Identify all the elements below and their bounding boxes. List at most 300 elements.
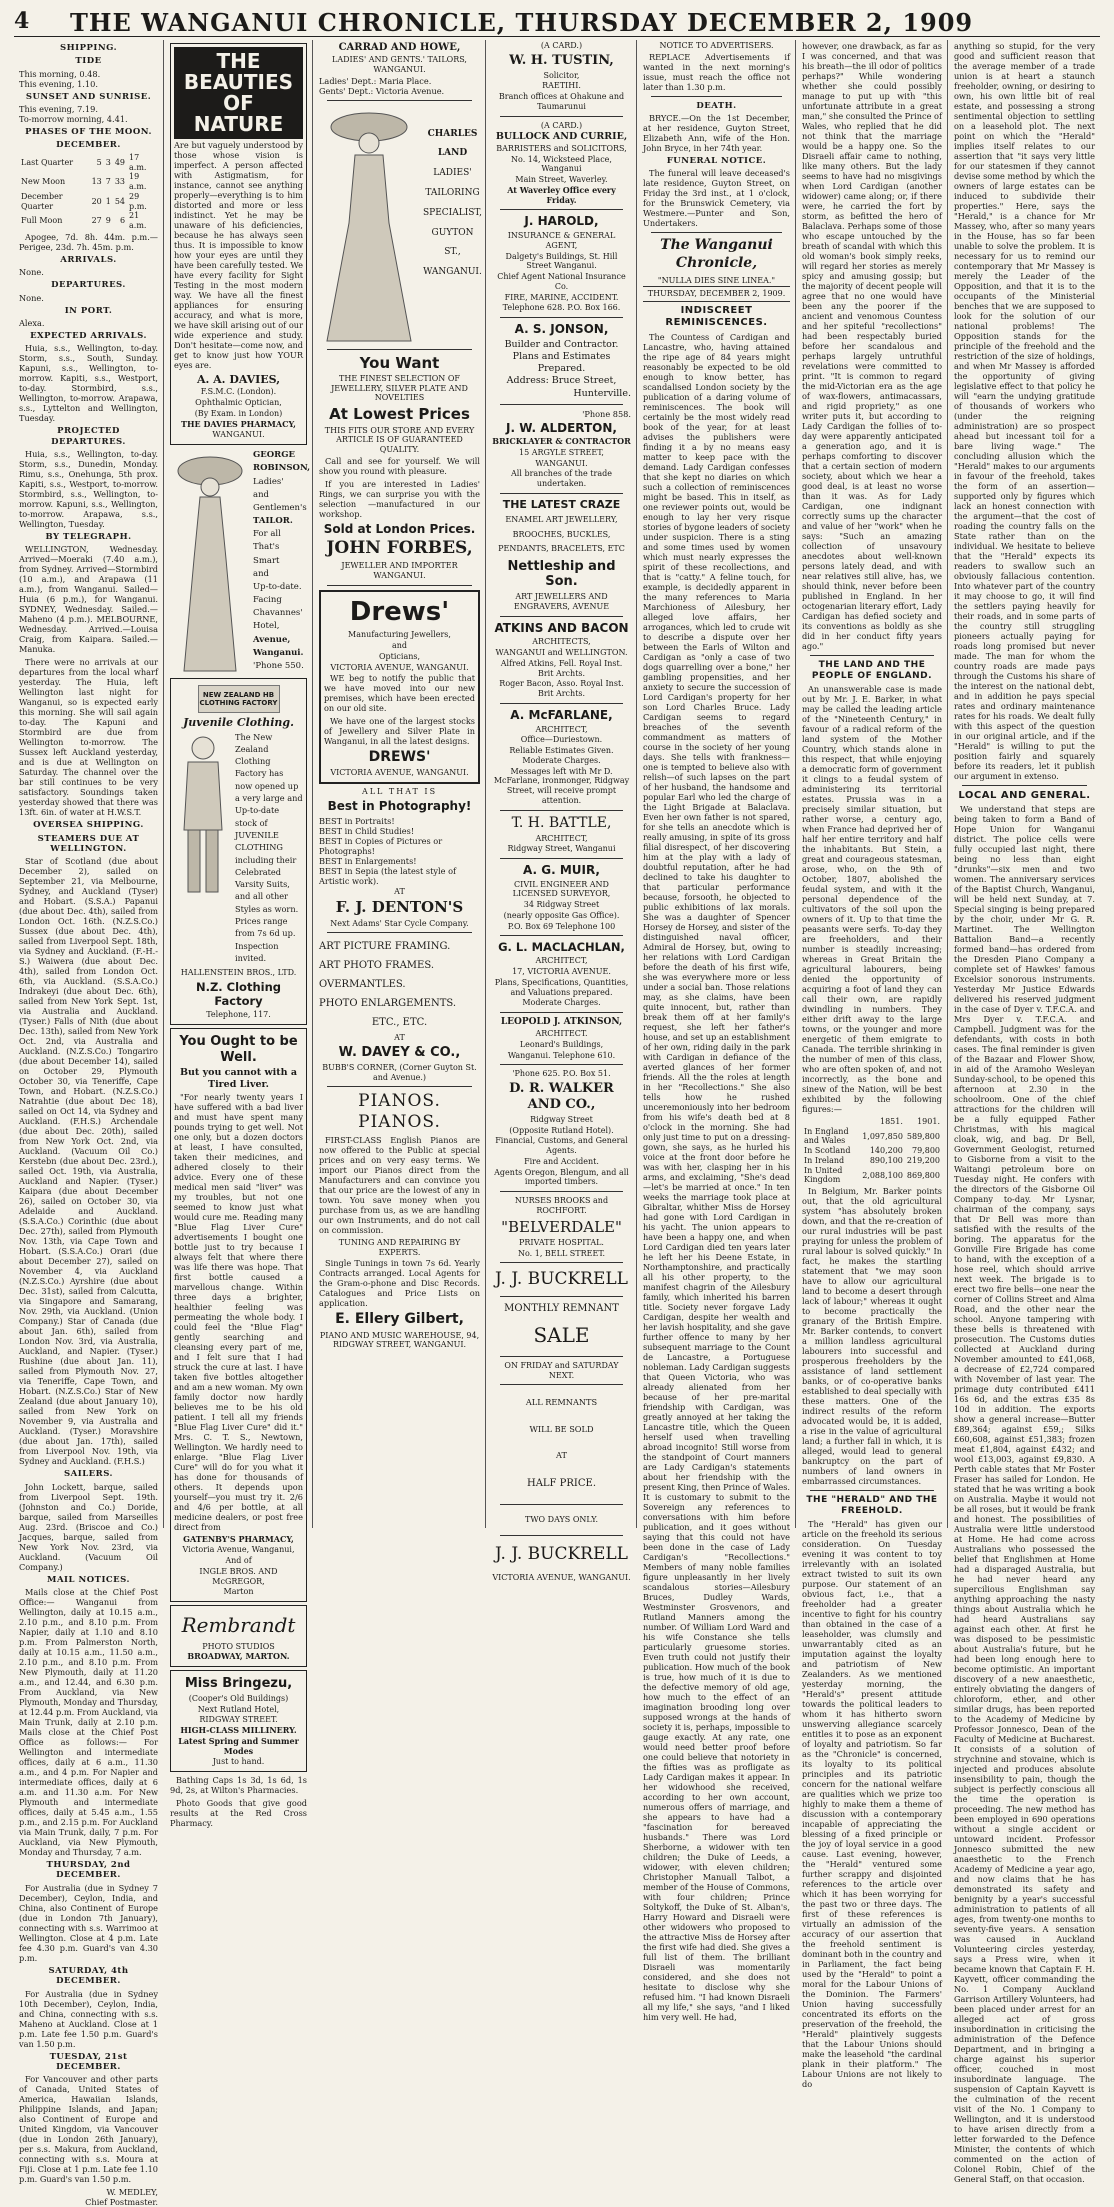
maclachlan-line: ARCHITECT, <box>535 956 588 966</box>
moon-hour: 3 <box>105 157 111 167</box>
ad-charles-land <box>319 105 480 345</box>
table-cell: 219,200 <box>906 1155 940 1165</box>
charles-line: LAND <box>437 148 468 159</box>
ad-rembrandt <box>170 1605 307 1667</box>
divider <box>651 96 782 97</box>
divider <box>327 932 472 933</box>
forbes-sub: JEWELLER AND IMPORTER WANGANUI. <box>341 561 458 580</box>
divider <box>500 858 623 859</box>
column-shipping <box>14 40 164 2207</box>
gatenby-addr: Victoria Avenue, Wanganui, <box>182 1545 295 1555</box>
divider <box>500 1191 623 1192</box>
divider <box>500 810 623 811</box>
walker-name: D. R. WALKER AND CO., <box>509 1081 614 1113</box>
divider <box>500 1535 623 1536</box>
hb-logo: NEW ZEALAND HB CLOTHING FACTORY <box>198 685 280 713</box>
divider <box>500 1064 623 1065</box>
battle-line: ARCHITECT, <box>535 833 588 843</box>
notice-text: REPLACE Advertisements if wanted in the next morning's issue, must reach the office not later than 1.30 p.m. <box>643 51 790 92</box>
walker-line: Ridgway Street <box>530 1114 593 1124</box>
atkins-line: Alfred Atkins, Fell. Royal Inst. Brit Archts. <box>500 658 623 678</box>
youwant-heading: You Want <box>359 353 440 372</box>
best-line: BEST in Portraits! <box>319 815 395 826</box>
battle-name: T. H. BATTLE, <box>511 814 612 831</box>
charles-line: CHARLES <box>427 128 478 139</box>
gatenby-and: And of <box>225 1556 252 1566</box>
nettleship-name: Nettleship and Son. <box>507 558 616 590</box>
walker-line: Financial, Customs, and General Agents. <box>495 1136 628 1156</box>
robinson-line: That's <box>253 542 280 553</box>
inport-text: Alexa. <box>19 317 45 328</box>
charles-line: TAILORING <box>425 188 480 199</box>
table-cell: 2,088,100 <box>862 1170 903 1180</box>
walker-line: Fire and Accident. <box>524 1156 599 1166</box>
table-row <box>802 1117 942 1127</box>
robinson-line: Smart <box>253 555 280 566</box>
moon-min: 54 <box>114 196 126 206</box>
tuning-text: Single Tunings in town 7s 6d. Yearly Contracts arranged. Local Agents for the Gram-o-phone and Disc Records. Catalogues and Price Lists on application. <box>319 1258 480 1309</box>
divider <box>500 493 623 494</box>
mcfarlane-line: Office—Duriestown. <box>520 735 603 745</box>
ingle-town: Marton <box>223 1587 254 1597</box>
table-cell: 890,100 <box>869 1155 903 1165</box>
robinson-line: Wanganui. <box>253 647 304 658</box>
bullock-line: BARRISTERS and SOLICITORS, <box>496 143 627 153</box>
funeral-heading: FUNERAL NOTICE. <box>666 156 767 167</box>
pianos-heading: PIANOS. PIANOS. <box>358 1091 441 1133</box>
belverdale-line: PRIVATE HOSPITAL. <box>519 1237 604 1247</box>
charles-line: LADIES' <box>433 168 472 179</box>
remnants-line: ALL REMNANTS <box>525 1397 598 1408</box>
bullock-line: No. 14, Wicksteed Place, Wanganui <box>511 154 612 174</box>
alderton-line: 15 ARGYLE STREET, <box>519 447 604 457</box>
rembrandt-sub: PHOTO STUDIOS <box>202 1641 275 1651</box>
tustin-line: Branch offices at Ohakune and Taumarunui <box>498 92 625 111</box>
drews-address: VICTORIA AVENUE, WANGANUI. <box>330 768 469 778</box>
divider <box>500 116 623 117</box>
tide-line: This morning, 0.48. <box>19 68 101 79</box>
robinson-text <box>253 449 310 674</box>
expected-heading: EXPECTED ARRIVALS. <box>30 330 147 341</box>
harold-name: J. HAROLD, <box>524 214 599 229</box>
beauties-text: Are but vaguely understood by those whose vision is imperfect. A person affected with Astigmatism, for instance, cannot see anything properly—everything is to him distorted and more or less indistinct. Yet he may be unaware of his deficiencies, because he has always seen thus. It is impossible to know how your eyes are until they have been carefully tested. We have every facility for Sight Testing in the most modern way. We have all the finest appliances for ensuring accuracy, and what is more, we have skill arising out of our wide experience and study. Don't hesitate—come now, and get to know just how YOUR eyes are. <box>174 140 303 370</box>
beauties-banner <box>174 47 303 139</box>
divider <box>500 209 623 210</box>
moon-hour: 7 <box>105 177 111 187</box>
indiscreet-body-cont: however, one drawback, as far as I was concerned, and that was his breath—the ill odor of politics perhaps?" While wondering whether she could possibly manage to put up with "this unfortunate attribute in a great man," she consulted the Prince of Wales, who replied that he did not think that the marriage would be a happy one. So the Disraeli affair came to nothing, like many others. But the lady seems to have had no misgivings when Lord Cardigan (another widower) came along; or, if there were, he carried the fort by storm, as befitted the hero of Balaclava. Perhaps some of those who escape untouched by the breath of scandal with which this old woman's book simply reeks, will regard her stories as merely spicy and amusing gossip; but the majority of decent people will agree that no one would have been any the poorer if the ancient and venomous Countess and her spiteful "recollections" had been respectably buried before her scandalous and perhaps largely untruthful revelations were committed to print. "It is common to regard the mid-Victorian era as the age of wax-flowers, antimacassars, and rigid propriety," as one writer puts it, but according to Lady Cardigan the follies of to-day were apparently anticipated a generation ago, and it is perhaps comforting to discover that a certain section of modern society, about which we hear a good deal, is at least no worse than it was. As for Lady Cardigan, one indignant correctly sums up the character and value of her "work" when he says: "Such an amazing collection of unsavoury anecdotes about well-known persons lately dead, and with near relatives still alive, has, we should think, never before been published in England. In her octogenarian literary effort, Lady Cardigan has defied society and its conventions as boldly as she did in her conduct fifty years ago." <box>802 41 942 651</box>
moon-min: 49 <box>114 157 126 167</box>
carrad-name: CARRAD AND HOWE, <box>338 42 461 53</box>
divider <box>327 1086 472 1087</box>
jonson-line: Builder and Contractor. <box>504 338 619 350</box>
projected-text: Huia, s.s., Wellington, to-day. Storm, s.s., Dunedin, Monday. Rimu, s.s., Onehunga, 5th prox. Kapiti, s.s., Westport, to-morrow. Stormbird, s.s., Wellington, to-morrow. Kapuni, s.s., Wellington, to-morrow. Arapawa, s.s., Wellington, Tuesday. <box>19 448 158 529</box>
denton-name: F. J. DENTON'S <box>335 898 464 917</box>
robinson-line: Chavannes' <box>253 608 303 619</box>
ought-heading: You Ought to be Well. <box>179 1033 298 1065</box>
table-cell: 140,200 <box>869 1146 903 1156</box>
sun-line: This evening, 7.19. <box>19 104 98 115</box>
arrivals-text: None. <box>19 267 44 278</box>
moon-min: 33 <box>114 177 126 187</box>
charles-text <box>423 105 482 345</box>
page-number: 4 <box>14 8 30 34</box>
belverdale-line: No. 1, BELL STREET. <box>517 1248 606 1258</box>
moon-note: Apogee, 7d. 8h. 44m. p.m.—Perigee, 23d. 7h. 45m. p.m. <box>19 231 158 252</box>
divider <box>810 1490 934 1491</box>
sun-heading: SUNSET AND SUNRISE. <box>25 91 152 102</box>
bringezu-name: Miss Bringezu, <box>184 1676 293 1691</box>
belverdale-name: "BELVERDALE" <box>501 1217 622 1236</box>
davey-sub: BUBB'S CORNER, (Corner Guyton St. and Avenue.) <box>322 1062 477 1082</box>
robinson-line: Gentlemen's <box>253 502 307 513</box>
forbes-name: JOHN FORBES, <box>326 538 473 559</box>
divider <box>500 1296 623 1297</box>
hallenstein: HALLENSTEIN BROS., LTD. <box>180 968 297 978</box>
death-text: BRYCE.—On the 1st December, at her residence, Guyton Street, Elizabeth Ann, wife of the Hon. John Bryce, in her 74th year. <box>643 113 790 154</box>
divider <box>327 349 472 350</box>
juvenile-body <box>174 730 303 968</box>
herald-text: The "Herald" has given our article on the freehold its serious consideration. On Tuesday evening it was content to toy irrelevantly with an isolated extract twisted to suit its own purpose. Our statement of an obvious fact, i.e., that a freeholder had a greater incentive to fight for his country than obtained in the case of a leaseholder, was clumsily and unwarrantably cited as an imputation against the loyalty and patriotism of New Zealanders. As we mentioned yesterday morning, the "Herald's" present attitude towards the political leaders to whom it has hitherto sworn unswerving allegiance scarcely entitles it to pose as an exponent of loyalty and patriotism. So far as the "Chronicle" is concerned, its loyalty to its political principles and its patriotic concern for the national welfare are qualities which we prize too highly to make them a theme of discussion with a contemporary incapable of appreciating the blessing of a fixed principle or the joy of loyal service in a good cause. Last evening, however, the "Herald" ventured some further scrappy and disjointed references to the article over which it has been worrying for the past two or three days. The first of these references is virtually an admission of the accuracy of our assertion that the freehold sentiment is dominant both in the country and in Parliament, the fact being used by the "Herald" to point a moral for the Labour Unions of the Dominion. The Farmers' Union having successfully concentrated its efforts on the preservation of the freehold, the "Herald" plaintively suggests that the Labour Unions should make the leasehold "the cardinal plank in their platform." The Labour Unions are not likely to do <box>802 1519 942 2090</box>
table-row <box>802 1156 942 1166</box>
robinson-line: TAILOR. <box>253 516 293 527</box>
ad-nz-clothing <box>170 678 307 1025</box>
buckrell-name-2: J. J. BUCKRELL <box>495 1543 628 1564</box>
divider <box>500 317 623 318</box>
shipping-heading: SHIPPING. <box>59 43 118 53</box>
friday-note: ON FRIDAY and SATURDAY NEXT. <box>504 1360 619 1380</box>
muir-name: A. G. MUIR, <box>522 863 600 878</box>
rembrandt-address: BROADWAY, MARTON. <box>187 1651 290 1662</box>
indiscreet-body: The Countess of Cardigan and Lancastre, who, having attained the ripe age of 84 years might reasonably be expected to be old enough to know better, has scandalised London society by the publication of a daring volume of reminiscences. The book will certainly be the most widely read book of the year, for at least advises the publishers were finding it a by no means easy matter to keep pace with the demand. Lady Cardigan confesses that she kept no diaries on which such a collection of reminiscences might be based. This in itself, as one reviewer points out, would be enough to lay her very risque stories of bygone leaders of society under suspicion. There is a sting and some times used by women which must nearly expresses the spirit of these recollections, and that is "catty." A feline touch, for example, is decidedly apparent in the many references to Maria Marchioness of Ailesbury, her alleged love affairs, her arrogances, which led to crude wit to describe a dispute over her between the Earls of Wilton and Cardigan as "only a case of two dogs quarrelling over a bone," her gambling propensities, and her anxiety to secure the succession of Lord Cardigan's property for her son Lord Charles Bruce. Lady Cardigan seems to regard breaches of the seventh commandment as matters of course in the society of her young days. She tells with frankness—one is tempted to believe also with relish—of such lapses on the part of her husband, the handsome and popular Earl who led the charge of the Light Brigade at Balaclava. Even her own father is not spared, for she tells an anecdote which is really amusing, in spite of its gross filial disrespect, of her discovering him at the play with a lady of doubtful reputation, after he had declined to take his daughter to that particular performance because, forsooth, he objected to public exhibitions of lax morals. She was a daughter of Spencer Horsey de Horsey, and sister of the distinguished naval officer, Admiral de Horsey, but, owing to her relations with Lord Cardigan before the death of his first wife, she was everywhere more or less under a social ban. Those relations may, as she claims, have been quite innocent, but, rather than break them off at her family's request, she left her father's house, and set up an establishment of her own, riding daily in the park with Cardigan in defiance of the averted glances of her former friends. All the the roles at length in her "Recollections." She also tells how he rushed unceremoniously into her bedroom from his wife's death bed at 8 o'clock in the morning. She had only just time to put on a dressing-gown, she says, as he hurled his voice at the front door before he was with her, clasping her in his arms, and exclaiming, "She's dead—let's be married at once." In ten weeks the marriage took place at Gibraltar, whither Miss de Horsey had gone with Lord Cardigan in his yacht. The union appears to have been a happy one, and when Lord Cardigan died ten years later he left her his Deene Estate, in Northamptonshire, and practically all his other property, to the manifest chagrin of the Ailesbury family, which inherited his barren title. Society never forgave Lady Cardigan, despite her wealth and her lavish hospitality, and she gave further offence to many by her subsequent marriage to the Count de Lancastre, a Portuguese nobleman. Lady Cardigan suggests that Queen Victoria, who was already alienated from her because of her pre-marital friendship with Cardigan, was greatly annoyed at her taking the Lancastre title, which the Queen herself used when travelling abroad incognito! Still worse from the standpoint of Court manners are Lady Cardigan's statements about her friendship with the present King, then Prince of Wales. It is customary to submit to the Sovereign any references to conversations with him before publication, and it goes without saying that this could not have been done in the case of Lady Cardigan's "Recollections." Members of many noble families figure unpleasantly in her lively scandalous stories—Ailesbury Bruces, Dudley Wards, Westminster Grosvenors, and Rutland Manners among the number. Of William Lord Ward and his wife Constance she tells particularly gruesome stories. Even truth could not justify their publication. How much of the book is true, how much of it is due to the defective memory of old age, how much to the effect of an imagination brooding long over supposed wrongs at the hands of society it is, perhaps, impossible to gauge exactly. At any rate, one would need better proof before one could believe that notoriety in the fifties was as profligate as Lady Cardigan makes it appear. In her widowhood she received, according to her own account, numerous offers of marriage, and she appears to have had a "fascination for bereaved husbands." There was Lord Sherborne, a widower with ten children; the Duke of Leeds, a widower, with eleven children; Christopher Manuall Talbot, a member of the House of Commons, with four children; Prince Soltykoff, the Duke of St. Alban's, Harry Howard and Disraeli were other widowers who proposed to the attractive Miss de Horsey after the first wife had died. She gives a full list of them. The brilliant Disraeli was momentarily considered, and she does not hesitate to disclose why she refused him. "I had known Disraeli all my life," she says, "and I liked him very well. He had, <box>643 331 790 2022</box>
divider <box>327 585 472 586</box>
overseas-text: Star of Scotland (due about December 2), sailed on September 21, via Melbourne, Sydney, and Auckland (Tyser) and Hobart. (S.S.A.) Papanui (due about Dec. 4th), sailed from London Oct. 16th. (N.Z.S.Co.) Sussex (due about Dec. 4th), sailed from Liverpool Sept. 18th, via Sydney and Auckland. (F.-H.-S.) Waiwera (due about Dec. 4th), sailed from London Oct. 6th, via Auckland. (S.S.A.Co.) Indrakeyi (due about Dec. 6th), sailed from New York Sept. 1st, via Australia and Auckland. (Tyser.) Falls of Nith (due about Dec. 13th), sailed from New York Oct. 2nd, via Australia and Auckland. (N.Z.S.Co.) Tongariro (due about December 14), sailed on October 29, Plymouth October 30, via Teneriffe, Cape Town, and Hobart. (N.Z.S.Co.) Natrahtie (due about Dec 18), sailed on Oct 14, via Sydney and Auckland. (F.H.S.) Archendale (due about Dec. 20th), sailed from New York Oct. 2nd, via Auckland. (Vacuum Oil Co.) Kerstebn (due about Dec. 23rd.), sailed Oct. 19th, via Australia, Auckland and Napier. (Tyser.) Kaipara (due about December 26), sailed on October 30, via Adelaide and Auckland. (S.S.A.Co.) Corinthic (due about Dec. 27th), sailed from Plymouth Nov. 13th, via Cape Town and Hobart. (S.S.A.Co.) Orari (due about December 27), sailed on November 4, via Auckland (N.Z.S.Co.) Ayrshire (due about Dec. 31st), sailed from Calcutta, via Singapore and Samarang, Nov. 29th, via Auckland. (Union Company.) Star of Canada (due about Jan. 6th), sailed from London Nov. 3rd, via Australia, Auckland, and Napier. (Tyser.) Rushine (due about Jan. 11), sailed from Plymouth Nov. 27, via Teneriffe, Cape Town, and Hobart. (N.Z.S.Co.) Star of New Zealand (due about January 10), sailed from New York on November 9, via Australia and Auckland. (Tyser.) Moravshire (due about Jan. 17th), sailed from Liverpool Nov. 19th, via Sydney and Auckland. (F.H.S.) <box>19 856 158 1467</box>
overseas-heading: OVERSEA SHIPPING. <box>33 820 144 831</box>
boy-figure-icon <box>174 730 232 900</box>
allthat: ALL THAT IS <box>361 787 438 797</box>
table-cell: In Ireland <box>804 1155 845 1165</box>
muir-line: (nearly opposite Gas Office). <box>503 910 620 920</box>
walker-line: Agents Oregon, Blengum, and all imported timbers. <box>494 1167 629 1187</box>
card-label: (A CARD.) <box>540 120 583 130</box>
jonson-line: Address: Bruce Street, <box>506 375 617 387</box>
column-editorial-2 <box>797 40 948 2090</box>
jonson-line: Hunterville. <box>573 388 631 399</box>
tuesday-heading: TUESDAY, 21st DECEMBER. <box>49 2051 128 2072</box>
table-row <box>802 1146 942 1156</box>
table-cell: 589,800 <box>906 1131 940 1141</box>
divider <box>500 1356 623 1357</box>
column-professional-cards <box>487 40 637 1582</box>
land-text: An unanswerable case is made out by Mr. J. E. Barker, in what may be called the leading article of the "Nineteenth Century," in favour of a radical reform of the land system of the Mother Country, which stands alone in this respect, that while enjoying a democratic form of government it clings to a feudal system of administering its territorial estates. Prussia was in a precisely similar situation, but rather worse, a century ago, when France had deprived her of half her entire territory and half the inhabitants. But Stein, a great and courageous statesman, arose, who, on the 9th of October, 1807, abolished the feudal system, and with it the personal dependence of the cultivators of the soil upon the owners of it. Up to that time the peasants were serfs. To-day they are freeholders, and their number is steadily increasing; whereas in Great Britain the agricultural labourers, being denied the opportunity of acquiring a foot of land they can call their own, are rapidly dwindling in numbers. They either drift away to the large towns, or the younger and more energetic of them emigrate to Canada. The terrible shrinking in the number of men of this class, who are often spoken of, and not incorrectly, as the bone and sinew of the Nation, will be best exhibited by the following figures:— <box>802 683 942 1114</box>
call-text: Call and see for yourself. We will show you round with pleasure. <box>319 455 480 476</box>
moon-table <box>19 153 158 231</box>
carrad-line: Gents' Dept.: Victoria Avenue. <box>319 85 445 96</box>
robinson-line: For all <box>253 529 281 540</box>
lady-figure-icon <box>170 449 250 674</box>
davies-town: WANGANUI. <box>212 430 265 440</box>
moon-phase: New Moon <box>21 177 66 187</box>
art-line: ART PHOTO FRAMES. <box>319 960 435 972</box>
ad-blue-flag <box>170 1028 307 1602</box>
art-line: ETC., ETC. <box>371 1017 428 1029</box>
tustin-line: Solicitor, <box>543 70 580 80</box>
charles-line: GUYTON ST., <box>431 227 474 258</box>
sailers-text: John Lockett, barque, sailed from Liverpool Sept. 19th. (Johnston and Co.) Doride, barque, sailed from Marseilles Aug. 23rd. (Briscoe and Co.) Jacques, barque, sailed from New York Nov. 23rd, via Auckland. (Vacuum Oil Company.) <box>19 1481 158 1572</box>
moon-hour: 1 <box>105 196 111 206</box>
best-at: AT <box>394 886 405 896</box>
table-cell: In United Kingdom <box>804 1165 843 1185</box>
gatenby-name: GATENBY'S PHARMACY, <box>183 1533 294 1544</box>
local-text: We understand that steps are being taken to form a Band of Hope Union for Wanganui district. The police cells were fully occupied last night, there being no less than eight "drunks"—six men and two women. The anniversary services of the Baptist Church, Wanganui, will be held next Sunday, at 7. Special singing is being prepared by the choir, under Mr G. R. Martinet. The Wellington Battalion Band—a recently formed band—has ordered from the Dresden Piano Company a complete set of Hawkes' famous Excelsior sonorous instruments. Yesterday Mr Justice Edwards delivered his reserved judgment in the case of Dyer v. T.F.C.A. and Mrs Dyer v. T.F.C.A. and Campbell. Judgment was for the defendants, with costs in both cases. The final reminder is given of the Bazaar and Flower Show, in aid of the Aramoho Wesleyan Sunday-school, to be opened this afternoon at 2.30 in the schoolroom. One of the chief attractions for the children will be a fully equipped Father Christmas, with his magical cloak, wig, and bag. Dr Bell, Government Geologist, returned to Gisborne from a visit to the Waitangi petroleum bore on Tuesday night. He confers with the directors of the Gisborne Oil Company to-day. Mr Lysnar, chairman of the company, says that Dr Bell was more than satisfied with the results of the boring. The apparatus for the Gonville Fire Brigade has come to hand, with the exception of a hose reel, which should arrive next week. The brigade is to erect two fire bells—one near the corner of Collins Street and Alma Road, and the other near the school. Anyone tampering with these bells is threatened with prosecution. The Customs duties collected at Auckland during November amounted to £41,068, a decrease of £2,724 compared with November of last year. The primage duty contributed £411 16s 6d, and the extras £35 8s 10d in addition. The exports show a general increase—Butter £89,364; against £59,; Silks £60,608, against £51,383; frozen meat £1,804, against £432; and wool £13,003, against £9,830. A Perth cable states that Mr Foster Fraser has sailed for London. He stated that he was writing a book on Australia. Maybe it would not be all roses, but it would be frank and honest. The possibilities of Australia were little understood at Home. He had come across Australians who possessed the belief that Englishmen at Home had a disparaged Australia, but he had never heard any supercilious Englishman say anything approaching the nasty things about Australia which he had heard Australians say against each other. At first he was disposed to be pessimistic about Australia's future, but he had been long enough here to become optimistic. An important discovery of a new anaesthetic, entirely obviating the dangers of chloroform, ether, and other similar drugs, has been reported to the Academy of Medicine by Professor Jonnesco, Dean of the Faculty of Medicine at Bucharest. It consists of a solution of strychnine and stovaine, which is injected and produces absolute insensibility to pain, though the subject is perfectly conscious all the time the operation is proceeding. The new method has been employed in 690 operations without a single accident or untoward incident. Professor Jonnesco submitted the new anaesthetic to the French Academy of Medicine a year ago, and now claims that he has demonstrated its safety and benignity by a year's successful administration to patients of all ages, from twenty-one months to seventy-five years. A sensation was caused in Auckland Volunteering circles yesterday, says a Press wire, when it became known that Captain F. H. Kayvett, officer commanding the No. 1 Company Auckland Garrison Artillery Volunteers, had been placed under arrest for an alleged act of gross insubordination in criticising the administration of the Defence Department, and in bringing a charge against his superior officer, couched in most insubordinate language. The suspension of Captain Kayvett is the culmination of the recent visit of the No. 1 Company to Wellington, and it is understood to have arisen directly from a letter forwarded to the Defence Minister, the contents of which commented on the action of Colonel Robin, Chief of the General Staff, on that occasion. <box>954 804 1095 2185</box>
alderton-line: WANGANUI. <box>535 458 588 468</box>
arrivals-heading: ARRIVALS. <box>60 254 117 265</box>
divider <box>651 232 782 233</box>
herald-text-cont: anything so stupid, for the very good and sufficient reason that the average member of a trade union is at heart a staunch freeholder, owning, or desiring to own, his own little bit of real estate, and possessing a strong sentimental objection to settling on a leasehold plot. The next point on which the "Herald" implies itself relates to our assertion that "it says very little for our statesmen if they cannot devise some method by which the owners of large estates can be induced to subdivide their properties." Here, says the "Herald," is a chance for Mr Massey, who, after so many years in the House, has so far been unable to solve the problem. It is necessary for us to remind our contemporary that Mr Massey is merely the Leader of the Opposition, and that it is to the occupants of the Ministerial benches that we are supposed to look for the solution of our national problems! The Opposition stands for the principle of the freehold and the restriction of the size of holdings, and when Mr Massey is afforded the opportunity of giving legislative effect to that policy he will "earn the undying gratitude of thousands of workers who (under the reigning administration) are so prospect ahead but incessant toil for a bare living wage." The concluding allusion which the "Herald" makes to our arguments in favour of the freehold, takes the form of an assertion—supported only by figures which lack an honest connection with the argument—that the cost of roading the country falls on the State rather than on the individual. We hesitate to believe that the "Herald" expects its readers to swallow such an obviously fallacious contention. Into whatever part of the country it may choose to go, it will find the settlers paying heavily for their roads, and in some parts of the country still struggling pioneers actually paying for roads long promised but never made. The man for whom the country roads are made pays through the Customs his share of the interest on the national debt, and in addition he pays special rates and ordinary maintenance rates for his roads. We dealt fully with this aspect of the question in our original article, and if the "Herald" is willing to put the position fairly and squarely before its readers, let it publish our argument in extenso. <box>954 41 1095 781</box>
atkinson-line: Wanganui. Telephone 610. <box>507 1050 616 1060</box>
divider <box>500 616 623 617</box>
beauties-line: THE BEAUTIES <box>183 49 294 94</box>
divider <box>500 1262 623 1263</box>
drews-line: Manufacturing Jewellers, <box>348 630 451 640</box>
mcfarlane-line: ARCHITECT, <box>535 724 588 734</box>
sun-line: To-morrow morning, 4.41. <box>19 114 128 125</box>
table-row <box>802 1166 942 1186</box>
alderton-name: J. W. ALDERTON, <box>506 420 617 435</box>
table-cell: 1,097,850 <box>862 1131 903 1141</box>
inport-heading: IN PORT. <box>64 305 113 316</box>
columns <box>14 40 1100 2207</box>
harold-line: Dalgety's Buildings, St. Hill Street Wanganui. <box>505 251 618 271</box>
bringezu-line: RIDGWAY STREET. <box>199 1715 278 1725</box>
rings-text: If you are interested in Ladies' Rings, we can surprise you with the selection —manufactured in our workshop. <box>319 478 480 519</box>
thursday-text: For Australia (due in Sydney 7 December), Ceylon, India, and China, also Continent of Europe (due in London 7th January), connecting with s.s. Warrimoo at Wellington. Close at 4 p.m. Late fee 4.30 p.m. Guard's van 4.30 p.m. <box>19 1882 158 1963</box>
remnants-line: AT <box>556 1449 567 1460</box>
walker-line: (Opposite Rutland Hotel). <box>509 1125 614 1135</box>
beauties-line: OF NATURE <box>193 91 284 136</box>
bullock-line: Main Street, Waverley. <box>515 175 608 185</box>
mcfarlane-line: Messages left with Mr D. McFarlane, ironmonger, Ridgway Street, will receive prompt attention. <box>493 766 630 805</box>
harold-line: INSURANCE & GENERAL AGENT, <box>507 231 616 250</box>
charles-line: WANGANUI. <box>423 267 482 278</box>
divider <box>327 100 472 101</box>
newspaper-title: THE WANGANUI CHRONICLE, THURSDAY DECEMBER 2, 1909 <box>70 8 974 37</box>
muir-line: CIVIL ENGINEER AND LICENSED SURVEYOR, <box>512 879 611 899</box>
harold-line: Telephone 628. P.O. Box 166. <box>502 303 621 313</box>
robinson-line: 'Phone 550. <box>253 660 304 671</box>
moon-day: 27 <box>91 216 102 226</box>
best-heading: Best in Photography! <box>327 798 472 813</box>
robinson-line: Facing <box>253 595 282 606</box>
bringezu-line: Just to hand. <box>212 1757 265 1767</box>
rembrandt-logo: Rembrandt <box>181 1613 296 1638</box>
davies-credential: F.S.M.C. (London). <box>200 387 277 397</box>
remnants-line: HALF PRICE. <box>526 1478 597 1490</box>
buckrell-address: VICTORIA AVENUE, WANGANUI. <box>492 1572 631 1582</box>
bringezu-line: Latest Spring and Summer Modes <box>178 1735 299 1756</box>
overseas-subheading: STEAMERS DUE AT WELLINGTON. <box>37 833 140 855</box>
robinson-line: GEORGE <box>253 450 295 461</box>
nameplate: The Wanganui Chronicle, <box>660 237 773 271</box>
moon-time: 21 a.m. <box>129 211 147 231</box>
moon-phase: Full Moon <box>21 216 63 226</box>
divider <box>500 1012 623 1013</box>
art-list <box>319 937 480 1032</box>
ingle-name: INGLE BROS. AND McGREGOR, <box>199 1566 278 1586</box>
gilbert-sub: PIANO AND MUSIC WAREHOUSE, 94, RIDGWAY STREET, WANGANUI. <box>319 1330 480 1350</box>
moon-day: 5 <box>96 157 102 167</box>
alderton-line: All branches of the trade undertaken. <box>511 469 612 489</box>
nettleship-sub: ART JEWELLERS AND ENGRAVERS, AVENUE <box>513 592 610 611</box>
column-local-general <box>949 40 1100 2185</box>
postmaster-title: Chief Postmaster. <box>85 2197 158 2207</box>
muir-line: 34 Ridgway Street <box>523 900 600 910</box>
drews-stock: We have one of the largest stocks of Jewellery and Silver Plate in Wanganui, in all the latest designs. <box>324 716 475 747</box>
departures-heading: DEPARTURES. <box>51 280 126 291</box>
funeral-text: The funeral will leave deceased's late residence, Guyton Street, on Friday the 3rd inst., at 1 o'clock, for the Brunswick Cemetery, via Westmere.—Punter and Son, Undertakers. <box>643 168 790 229</box>
denton-sub: Next Adams' Star Cycle Company. <box>330 918 469 928</box>
card-label: (A CARD.) <box>540 41 583 50</box>
juvenile-text: The New Zealand Clothing Factory has now opened up a very large and Up-to-date stock of JUVENILE CLOTHING including their Celebrated Varsity Suits, and all other Styles as worn. Prices range from 7s 6d up. Inspection invited. <box>235 731 303 963</box>
table-cell: 869,800 <box>906 1170 940 1180</box>
issue-date: THURSDAY, DECEMBER 2, 1909. <box>643 286 790 302</box>
tuesday-text: For Vancouver and other parts of Canada, United States of America, Hawaiian Islands, Philippine Islands, and Japan; also Continent of Europe and United Kingdom, via Vancouver (due in London 26th January), per s.s. Makura, from Auckland, connecting with s.s. Moura at Fiji. Close at 1 p.m. Late fee 1.10 p.m. Guard's van 1.50 p.m. <box>19 2074 158 2185</box>
buckrell-name: J. J. BUCKRELL <box>495 1269 628 1290</box>
herald-heading: THE "HERALD" AND THE FREEHOLD. <box>806 1495 938 1517</box>
telegraph-text: WELLINGTON, Wednesday. Arrived—Moeraki (7.40 a.m.), from Sydney. Arrived—Stormbird (10 a.m.), and Arapawa (11 a.m.), from Wanganui. Sailed—Huia (6 p.m.), for Wanganui. SYDNEY, Wednesday. Sailed.—Maheno (4 p.m.). MELBOURNE, Wednesday. Arrived.—Louisa Craig, from Kaipara. Sailed.—Manuka. <box>19 544 158 655</box>
saturday-text: For Australia (due in Sydney 10th December), Ceylon, India, and China, connecting with s.s. Maheno at Auckland. Close at 1 p.m. Late fee 1.50 p.m. Guard's van 1.50 p.m. <box>19 1988 158 2049</box>
table-row <box>19 153 158 173</box>
lowest-heading: At Lowest Prices <box>329 405 470 424</box>
divider <box>962 785 1087 786</box>
nurses-name: NURSES BROOKS and ROCHFORT. <box>514 1196 609 1215</box>
nzcf-title: N.Z. Clothing Factory <box>195 979 282 1008</box>
best-line: BEST in Sepia (the latest style of Artistic work). <box>319 865 457 886</box>
bathing-caps: Bathing Caps 1s 3d, 1s 6d, 1s 9d, 2s, at Wilton's Pharmacies. <box>170 1775 307 1796</box>
moon-day: 13 <box>91 177 102 187</box>
robinson-line: Up-to-date. <box>253 581 302 592</box>
youwant-text: THE FINEST SELECTION OF JEWELLERY, SILVER PLATE AND NOVELTIES <box>331 373 468 403</box>
table-cell: In England and Wales <box>804 1126 849 1146</box>
saturday-heading: SATURDAY, 4th DECEMBER. <box>48 1965 129 1987</box>
charles-line: SPECIALIST, <box>423 207 482 218</box>
table-header: 1851. <box>880 1116 903 1126</box>
davies-note: (By Exam. in London) <box>194 408 283 418</box>
latest-craze: THE LATEST CRAZE <box>502 497 621 511</box>
atkins-line: Roger Bacon, Asso. Royal Inst. Brit Archts. <box>499 679 624 699</box>
waverley-note: At Waverley Office every Friday. <box>507 184 616 205</box>
robinson-line: Hotel, <box>253 621 280 632</box>
fashion-lady-icon <box>319 105 419 345</box>
atkinson-line: Leonard's Buildings, <box>519 1039 604 1049</box>
ad-bringezu <box>170 1670 307 1772</box>
mail-heading: MAIL NOTICES. <box>47 1574 130 1585</box>
table-row <box>19 172 158 192</box>
mail-text: Mails close at the Chief Post Office:— Wanganui from Wellington, daily at 10.15 a.m., 2.10 p.m., and 8.10 p.m. From Napier, daily at 1.10 and 8.10 p.m. From Palmerston North, daily at 10.15 a.m., 11.50 a.m., 2.10 p.m., and 8.10 p.m. From New Plymouth, daily at 11.20 a.m., and 12.44, and 6.30 p.m. From Auckland, via New Plymouth, Monday and Thursday, at 12.44 p.m. From Auckland, via Main Trunk, daily at 2.10 p.m. Mails close at the Chief Post Office as follows:— For Wellington and intermediate offices, daily at 6 a.m., 11.30 a.m., and 4 p.m. For Napier and intermediate offices, daily at 6 a.m. and 11.30 a.m. For New Plymouth and intermediate offices, daily at 5.45 a.m., 1.55 p.m., and 2.15 p.m. For Auckland via Main Trunk, daily, 7 p.m. For Auckland, via New Plymouth, Monday and Thursday, 7 a.m. <box>19 1587 158 1858</box>
tired-text: "For nearly twenty years I have suffered with a bad liver and must have spent many pounds trying to get well. Not one only, but a dozen doctors at least, I have consulted, taken their medicines, and adhered closely to their advice. Every one of these medical men said "liver" was my troubles, but not one seemed to know just what would cure me. Reading many "Blue Flag Liver Cure" advertisements I bought one bottle just to try because I always felt that where there was life there was hope. That first bottle caused a marvellous change. Within three days a brighter, healthier feeling was permeating the whole body. I could feel the "Blue Flag" gently searching and cleansing every part of me, and I felt sure that I had struck the cure at last. I have taken five bottles altogether and am a new woman. My own family doctor now hardly believes me to be his old patient. I tell all my friends "Blue Flag Liver Cure" did it." Mrs. C. T. S., Newtown, Wellington. We hardly need to enlarge. "Blue Flag Liver Cure" will do for you what it has done for thousands of others. It depends upon yourself—you must try it. 2/6 and 4/6 per bottle, at all medicine dealers, or post free direct from <box>174 1091 303 1532</box>
tustin-name: W. H. TUSTIN, <box>509 52 614 68</box>
redcross-notice: Photo Goods that give good results at the Red Cross Pharmacy. <box>170 1798 307 1829</box>
muir-line: P.O. Box 69 Telephone 100 <box>507 921 616 931</box>
art-line: PHOTO ENLARGEMENTS. <box>319 998 457 1010</box>
divider <box>810 655 934 656</box>
tuning-heading: TUNING AND REPAIRING BY EXPERTS. <box>338 1237 461 1257</box>
art-line: ART PICTURE FRAMING. <box>319 941 451 953</box>
moon-time: 29 p.m. <box>129 191 147 211</box>
jonson-name: A. S. JONSON, <box>514 322 609 337</box>
alderton-line: BRICKLAYER & CONTRACTOR <box>492 436 631 447</box>
expected-text: Huia, s.s., Wellington, to-day. Storm, s.s., South, Sunday. Kapuni, s.s., Wellington, to-morrow. Kapiti, s.s., Westport, to-day. Stormbird, s.s., Wellington, to-morrow. Arapawa, s.s., Lyttelton and Wellington, Tuesday. <box>19 343 158 424</box>
drews-title: Drews' <box>349 596 450 627</box>
atkins-name: ATKINS AND BACON <box>494 620 629 635</box>
divider <box>500 1504 623 1505</box>
drews-name: DREWS' <box>368 749 431 766</box>
davies-pharmacy: THE DAVIES PHARMACY, <box>181 418 296 429</box>
carrad-line: Ladies' Dept.: Maria Place. <box>319 75 432 86</box>
moon-time: 19 a.m. <box>129 172 147 192</box>
robinson-line: and <box>253 568 269 579</box>
sailers-heading: SAILERS. <box>63 1469 114 1480</box>
moon-subheading: DECEMBER. <box>56 140 121 151</box>
drews-notify: WE beg to notify the public that we have moved into our new premises, which have been erected on our old site. <box>324 673 475 714</box>
robinson-line: and <box>253 489 269 500</box>
motto: "NULLA DIES SINE LINEA." <box>657 275 776 285</box>
projected-heading: PROJECTED DEPARTURES. <box>51 426 126 447</box>
table-cell: In Scotland <box>804 1146 851 1156</box>
table-row <box>802 1127 942 1147</box>
harbour-text: There were no arrivals at our departures from the local wharf yesterday. The Huia, left Wellington last night for Wanganui, so is expected early this morning. She will sail again to-day. The Kapuni and Stormbird are due from Wellington to-morrow. The Sussex left Auckland yesterday, and is due at Wellington on Saturday. The channel over the bar still continues to be very satisfactory. Soundings taken yesterday showed that there was 13ft. 6in. of water at H.W.S.T. <box>19 657 158 818</box>
harold-line: Chief Agent National Insurance Co. <box>497 272 626 291</box>
mcfarlane-name: A. McFARLANE, <box>510 707 613 722</box>
land-heading: THE LAND AND THE PEOPLE OF ENGLAND. <box>811 660 933 681</box>
bringezu-line: Next Rutland Hotel, <box>197 1704 280 1714</box>
thursday-heading: THURSDAY, 2nd DECEMBER. <box>46 1860 131 1881</box>
moon-day: 20 <box>91 196 102 206</box>
table-header: 1901. <box>917 1116 940 1126</box>
twodays: TWO DAYS ONLY. <box>525 1515 598 1525</box>
local-heading: LOCAL AND GENERAL. <box>958 790 1091 801</box>
robinson-line: Avenue, <box>253 634 291 645</box>
pianos-text: FIRST-CLASS English Pianos are now offered to the Public at special prices and on very easy terms. We import our Pianos direct from the Manufacturers and can convince you that our price are the lowest of any in town. You save money when you purchase from us, as we are handling our own Instruments, and do not call on commission. <box>319 1134 480 1235</box>
column-ads-left <box>165 40 313 1829</box>
gilbert-name: E. Ellery Gilbert, <box>335 1311 464 1328</box>
juvenile-heading: Juvenile Clothing. <box>183 716 294 730</box>
divider <box>500 935 623 936</box>
postmaster-name: W. MEDLEY, <box>106 2187 158 2198</box>
maclachlan-line: Plans, Specifications, Quantities, and Valuations prepared. <box>494 977 629 997</box>
drews-line: and <box>391 641 408 651</box>
drews-line: VICTORIA AVENUE, WANGANUI. <box>330 662 469 672</box>
column-ads-middle <box>314 40 486 1528</box>
robinson-line: Ladies' <box>253 476 284 487</box>
telegraph-heading: BY TELEGRAPH. <box>45 531 132 542</box>
best-line: BEST in Child Studies! <box>319 825 415 836</box>
labourers-table <box>802 1117 942 1185</box>
masthead <box>14 6 1100 37</box>
moon-phase: December Quarter <box>21 191 63 211</box>
battle-line: Ridgway Street, Wanganui <box>507 844 616 854</box>
divider <box>500 1384 623 1385</box>
carrad-sub: LADIES' AND GENTS.' TAILORS, WANGANUI. <box>332 55 467 74</box>
divider <box>500 404 623 405</box>
walker-phone: 'Phone 625. P.O. Box 51. <box>512 1069 611 1079</box>
ad-drews <box>319 590 480 785</box>
atkins-line: WANGANUI and WELLINGTON. <box>495 648 628 658</box>
land-text-2: In Belgium, Mr. Barker points out, that the old agricultural system "has absolutely broken down, and that the re-creation of our rural industries will be past praying for unless the problem of rural labour is solved quickly." In fact, he makes the startling statement that "we may soon have to allow our agricultural land to become a desert through lack of labour;" whereas it ought to become practically the granary of the British Empire. Mr. Barker contends, to convert a million landless agricultural labourers into successful and prosperous freeholders by the assistance of land settlement banks, or of co-operative banks established to deal specially with these matters. One of the indirect results of the reform advocated would be, it is added, a rise in the value of agricultural land; a further fall in which, it is alleged, would lead to general bankruptcy on the part of numbers of land owners in embarrassed circumstances. <box>802 1186 942 1487</box>
davey-at: AT <box>394 1033 405 1043</box>
death-heading: DEATH. <box>696 100 737 111</box>
sold-london: Sold at London Prices. <box>323 521 476 536</box>
maclachlan-line: 17, VICTORIA AVENUE. <box>512 967 611 977</box>
